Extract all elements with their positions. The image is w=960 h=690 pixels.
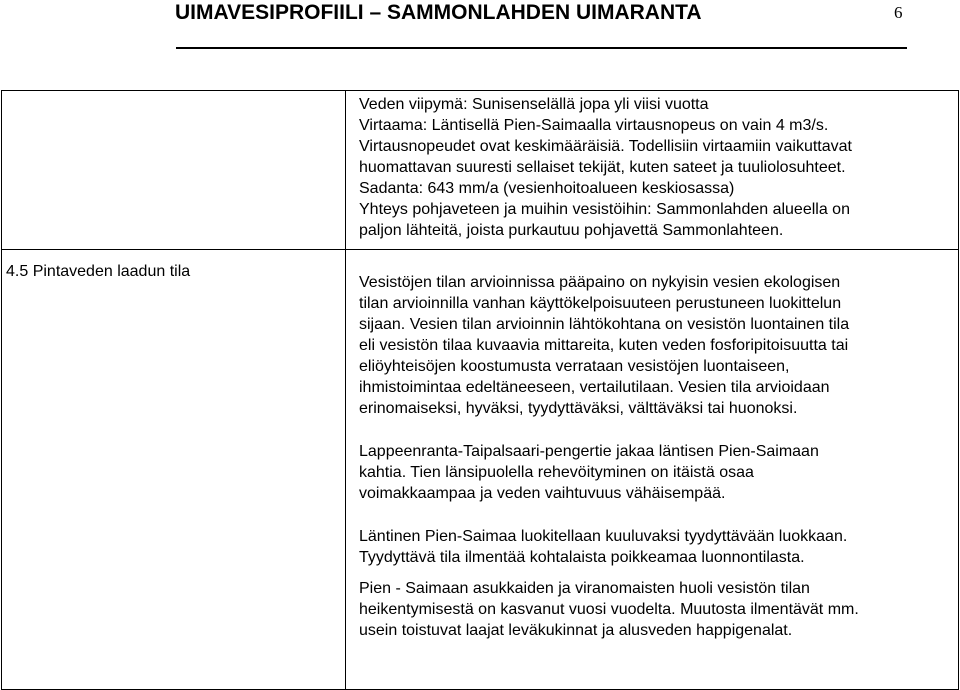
text-line: ihmistoimintaa edeltäneeseen, vertailutilaan. Vesien tila arvioidaan: [359, 379, 830, 396]
text-line: kahtia. Tien länsipuolella rehevöityminen on itäistä osaa: [359, 464, 754, 481]
classification-paragraph: [359, 526, 847, 568]
water-properties-paragraph: [359, 94, 852, 241]
text-line: heikentymisestä on kasvanut vuosi vuodelta. Muutosta ilmentävät mm.: [359, 601, 859, 618]
text-line: tilan arvioinnilla vanhan käyttökelpoisuuteen perustuneen luokittelun: [359, 295, 842, 312]
page-title: UIMAVESIPROFIILI – SAMMONLAHDEN UIMARANTA: [175, 1, 702, 24]
header-divider: [176, 47, 907, 49]
text-line: erinomaiseksi, hyväksi, tyydyttäväksi, välttäväksi tai huonoksi.: [359, 400, 798, 417]
page-number: 6: [894, 3, 903, 22]
text-line: Tyydyttävä tila ilmentää kohtalaista poikkeamaa luonnontilasta.: [359, 549, 805, 566]
text-line: voimakkaampaa ja veden vaihtuvuus vähäisempää.: [359, 485, 726, 502]
text-line: Virtausnopeudet ovat keskimääräisiä. Todellisiin virtaamiin vaikuttavat: [359, 138, 852, 155]
text-line: Lappeenranta-Taipalsaari-pengertie jakaa läntisen Pien-Saimaan: [359, 443, 819, 460]
text-line: eliöyhteisöjen koostumusta verrataan vesistöjen luontaiseen,: [359, 358, 790, 375]
text-line: eli vesistön tilaa kuvaavia mittareita, kuten veden fosforipitoisuutta tai: [359, 337, 849, 354]
ecological-status-paragraph: [359, 272, 849, 419]
text-line: Pien - Saimaan asukkaiden ja viranomaisten huoli vesistön tilan: [359, 580, 810, 597]
residents-concern-paragraph: [359, 578, 859, 641]
section-heading: 4.5 Pintaveden laadun tila: [6, 263, 191, 280]
table-row-divider: [1, 249, 959, 250]
text-line: Yhteys pohjaveteen ja muihin vesistöihin: Sammonlahden alueella on: [359, 201, 850, 218]
road-division-paragraph: [359, 441, 819, 504]
text-line: sijaan. Vesien tilan arvioinnin lähtökohtana on vesistön luontainen tila: [359, 316, 850, 333]
text-line: paljon lähteitä, joista purkautuu pohjavettä Sammonlahteen.: [359, 222, 784, 239]
text-line: Läntinen Pien-Saimaa luokitellaan kuuluvaksi tyydyttävään luokkaan.: [359, 528, 848, 545]
text-line: Veden viipymä: Sunisenselällä jopa yli viisi vuotta: [359, 96, 709, 113]
text-line: usein toistuvat laajat leväkukinnat ja alusveden happigenalat.: [359, 622, 793, 639]
table-column-divider: [345, 90, 346, 690]
text-line: Vesistöjen tilan arvioinnissa pääpaino on nykyisin vesien ekologisen: [359, 274, 841, 291]
text-line: huomattavan suuresti sellaiset tekijät, kuten sateet ja tuuliolosuhteet.: [359, 159, 846, 176]
text-line: Sadanta: 643 mm/a (vesienhoitoalueen keskiosassa): [359, 180, 735, 197]
text-line: Virtaama: Läntisellä Pien-Saimaalla virtausnopeus on vain 4 m3/s.: [359, 117, 829, 134]
